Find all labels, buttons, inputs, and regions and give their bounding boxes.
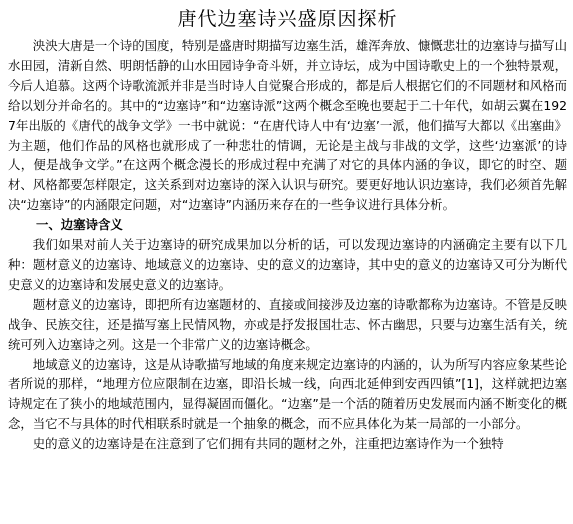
section-heading: 一、边塞诗含义 xyxy=(36,217,123,233)
section-paragraph-1: 我们如果对前人关于边塞诗的研究成果加以分析的话，可以发现边塞诗的内涵确定主要有以下几种：题材意义的边塞诗、地域意义的边塞诗、史的意义的边塞诗，其中史的意义的边塞诗又可分为断代史意义的边塞诗和发展史意义的边塞诗。 xyxy=(8,237,567,292)
section-paragraph-3: 地域意义的边塞诗，这是从诗歌描写地域的角度来规定边塞诗的内涵的，认为所写内容应象某些论者所说的那样，“地理方位应限制在边塞，即沿长城一线，向西北延伸到安西四镇”[1]，这样就把边塞诗规定在了狭小的地域范围内，显得凝固而僵化。“边塞”是一个活的随着历史发展而内涵不断变化的概念，当它不与具体的时代相联系时就是一个抽象的概念，而不应具体化为某一局部的一小部分。 xyxy=(8,356,567,432)
document-title: 唐代边塞诗兴盛原因探析 xyxy=(177,8,398,30)
section-paragraph-2: 题材意义的边塞诗，即把所有边塞题材的、直接或间接涉及边塞的诗歌都称为边塞诗。不管是反映战争、民族交往，还是描写塞上民情风物，亦或是抒发报国壮志、怀古幽思，只要与边塞生活有关，统统可列入边塞诗之列。这是一个非常广义的边塞诗概念。 xyxy=(8,296,567,352)
intro-paragraph: 泱泱大唐是一个诗的国度，特别是盛唐时期描写边塞生活，雄浑奔放、慷慨悲壮的边塞诗与描写山水田园，清新自然、明朗恬静的山水田园诗争奇斗妍，并立诗坛，成为中国诗歌史上的一个独特景观，今后人追慕。这两个诗歌流派并非是当时诗人自觉聚合形成的，都是后人根据它们的不同题材和风格而给以划分并命名的。其中的“边塞诗”和“边塞诗派”这两个概念至晚也要起于二十年代，如胡云翼在1927年出版的《唐代的战争文学》一书中就说：“在唐代诗人中有‘边塞’一派，他们描写大都以《出塞曲》为主题，他们作品的风格也就形成了一种悲壮的情调，无论是主战与非战的文学，这些‘边塞派’的诗人，便是战争文学。”在这两个概念漫长的形成过程中充满了对它的具体内涵的争议，即它的时空、题材、风格都要怎样限定，这关系到对边塞诗的深入认识与研究。要更好地认识边塞诗，我们必须首先解决“边塞诗”的内涵限定问题，对“边塞诗”内涵历来存在的一些争议进行具体分析。 xyxy=(8,38,567,213)
section-paragraph-4: 史的意义的边塞诗是在注意到了它们拥有共同的题材之外，注重把边塞诗作为一个独特 xyxy=(32,436,504,452)
